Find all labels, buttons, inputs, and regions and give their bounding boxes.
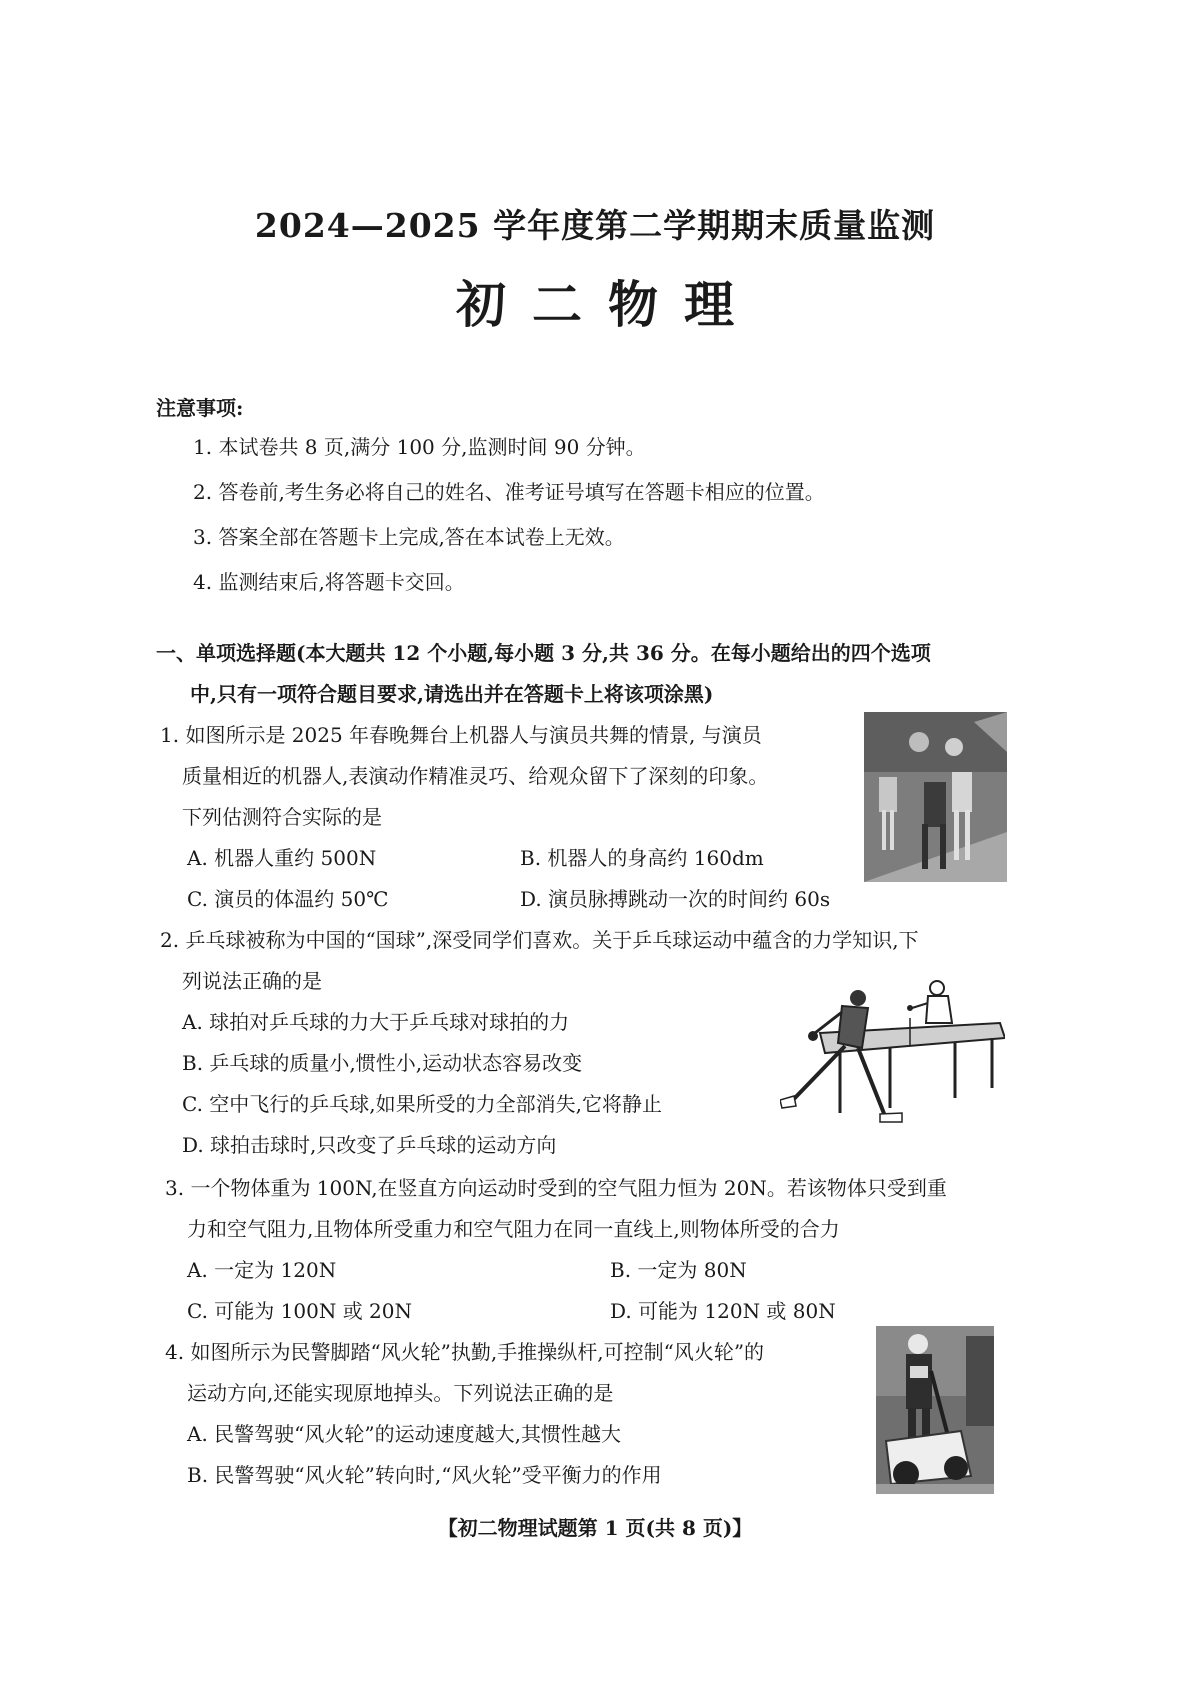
question-stem: 3. 一个物体重为 100N,在竖直方向运动时受到的空气阻力恒为 20N。若该物体只受到重	[165, 1176, 947, 1200]
option-a: A. 球拍对乒乓球的力大于乒乓球对球拍的力	[182, 1010, 570, 1034]
option-b: B. 机器人的身高约 160dm	[520, 846, 764, 870]
exam-title: 2024—2025 学年度第二学期期末质量监测	[254, 206, 936, 245]
notice-item: 4. 监测结束后,将答题卡交回。	[193, 570, 465, 594]
police-scooter-graphic	[876, 1326, 994, 1494]
question-stem: 4. 如图所示为民警脚踏“风火轮”执勤,手推操纵杆,可控制“风火轮”的	[165, 1340, 765, 1364]
question-3	[165, 1168, 1025, 1332]
option-a: A. 一定为 120N	[187, 1258, 337, 1282]
question-stem: 力和空气阻力,且物体所受重力和空气阻力在同一直线上,则物体所受的合力	[187, 1217, 840, 1241]
notice-item: 2. 答卷前,考生务必将自己的姓名、准考证号填写在答题卡相应的位置。	[193, 480, 825, 504]
option-b: B. 民警驾驶“风火轮”转向时,“风火轮”受平衡力的作用	[187, 1463, 662, 1487]
notice-heading: 注意事项:	[156, 396, 244, 420]
robot-dance-photo	[864, 712, 1007, 882]
section-heading-line: 一、单项选择题(本大题共 12 个小题,每小题 3 分,共 36 分。在每小题给出的四个选项	[156, 641, 931, 665]
option-b: B. 乒乓球的质量小,惯性小,运动状态容易改变	[182, 1051, 583, 1075]
table-tennis-graphic	[780, 978, 1005, 1128]
question-stem: 下列估测符合实际的是	[182, 805, 382, 829]
section-heading	[156, 633, 1026, 715]
question-stem: 质量相近的机器人,表演动作精准灵巧、给观众留下了深刻的印象。	[182, 764, 769, 788]
notice-item: 3. 答案全部在答题卡上完成,答在本试卷上无效。	[193, 525, 625, 549]
option-a: A. 民警驾驶“风火轮”的运动速度越大,其惯性越大	[187, 1422, 621, 1446]
option-c: C. 空中飞行的乒乓球,如果所受的力全部消失,它将静止	[182, 1092, 663, 1116]
question-stem: 运动方向,还能实现原地掉头。下列说法正确的是	[187, 1381, 614, 1405]
question-stem: 1. 如图所示是 2025 年春晚舞台上机器人与演员共舞的情景, 与演员	[160, 723, 762, 747]
options-row	[160, 838, 840, 879]
options-row	[165, 1250, 1025, 1291]
subject-title: 初二物理	[456, 275, 760, 334]
option-c: C. 可能为 100N 或 20N	[187, 1299, 412, 1323]
notice-list	[193, 432, 1093, 612]
options-row	[160, 879, 840, 920]
police-scooter-photo	[876, 1326, 994, 1494]
question-1	[160, 715, 840, 920]
page-footer: 【初二物理试题第 1 页(共 8 页)】	[437, 1516, 753, 1540]
option-b: B. 一定为 80N	[610, 1258, 747, 1282]
section-heading-line: 中,只有一项符合题目要求,请选出并在答题卡上将该项涂黑)	[190, 682, 714, 706]
question-stem: 列说法正确的是	[182, 969, 322, 993]
robot-dance-photo-graphic	[864, 712, 1007, 882]
option-c: C. 演员的体温约 50℃	[187, 887, 389, 911]
option-d: D. 球拍击球时,只改变了乒乓球的运动方向	[182, 1133, 557, 1157]
question-4	[165, 1332, 865, 1496]
table-tennis-illustration	[780, 978, 1005, 1128]
question-stem: 2. 乒乓球被称为中国的“国球”,深受同学们喜欢。关于乒乓球运动中蕴含的力学知识,下	[160, 928, 919, 952]
option-a: A. 机器人重约 500N	[187, 846, 377, 870]
notice-item: 1. 本试卷共 8 页,满分 100 分,监测时间 90 分钟。	[193, 435, 646, 459]
option-d: D. 可能为 120N 或 80N	[610, 1299, 836, 1323]
option-d: D. 演员脉搏跳动一次的时间约 60s	[520, 887, 831, 911]
